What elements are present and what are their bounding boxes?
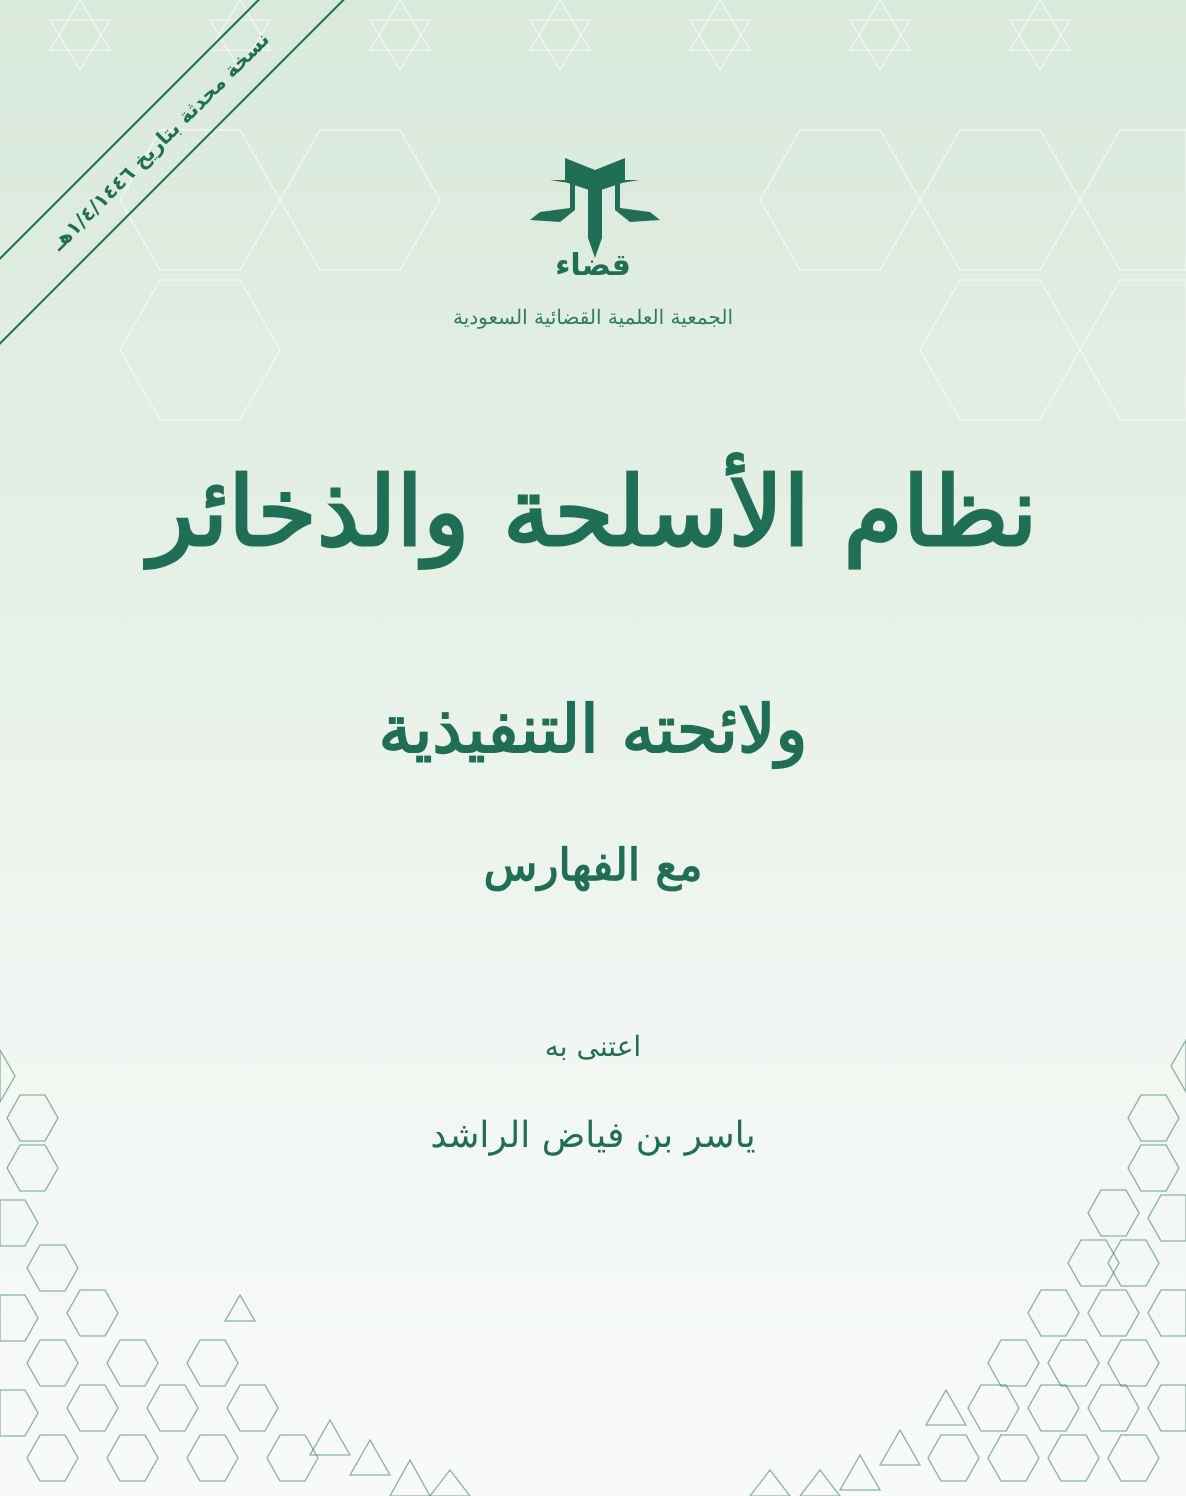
update-date-ribbon: نسخة محدثة بتاريخ ١/٤/١٤٤٦هـ <box>0 0 380 361</box>
author-name: ياسر بن فياض الراشد <box>430 1115 756 1156</box>
book-title: نظام الأسلحة والذخائر <box>148 455 1038 568</box>
organization-name: الجمعية العلمية القضائية السعودية <box>452 305 734 329</box>
edited-by-label: اعتنى به <box>544 1030 642 1063</box>
book-subtitle: ولائحته التنفيذية <box>378 690 808 768</box>
with-indexes-label: مع الفهارس <box>483 840 703 891</box>
logo-wordmark: قضاء <box>555 248 631 283</box>
